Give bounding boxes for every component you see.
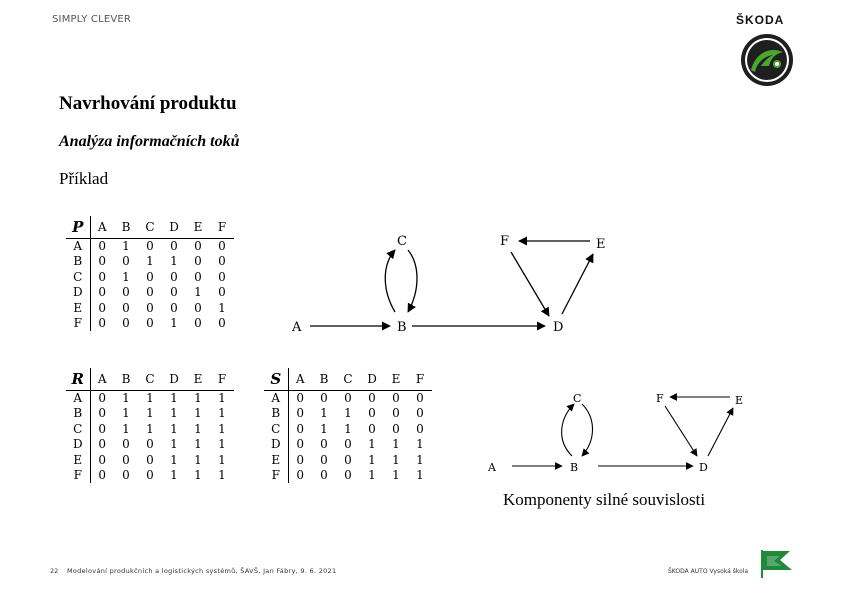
matrix-cell: 1 [170,316,178,331]
row-header: D [66,285,90,301]
matrix-cell: 0 [368,421,376,436]
matrix-cell: 1 [320,421,328,436]
scc-edge-c-b [582,404,593,456]
brand-wordmark: ŠKODA [736,13,785,27]
matrix-cell: 0 [194,316,202,331]
row-header: C [66,269,90,285]
matrix-cell: 0 [122,300,130,315]
matrix-cell: 0 [392,421,400,436]
graph-node-f: F [500,234,510,249]
matrix-cell: 0 [98,316,107,331]
matrix-cell: 1 [170,391,178,405]
matrix-cell: 1 [170,437,178,452]
matrix-cell: 0 [146,316,154,331]
matrix-cell: 0 [122,468,130,483]
matrix-cell: 1 [170,452,178,467]
row-header: A [66,238,90,254]
matrix-cell: 0 [146,239,154,253]
matrix-cell: 0 [296,437,305,452]
col-header: F [210,368,234,390]
matrix-cell: 1 [146,391,154,405]
matrix-cell: 0 [146,285,154,300]
matrix-cell: 0 [170,239,178,253]
scc-edge-f-d [665,406,697,456]
graph-node-d: D [553,320,564,335]
row-header: D [66,437,90,453]
scc-node-e: E [735,394,744,407]
matrix-cell: 0 [368,391,376,405]
edge-b-c [385,250,395,312]
matrix-cell: 0 [194,239,202,253]
matrix-cell: 1 [170,421,178,436]
matrix-cell: 0 [218,269,226,284]
col-header: C [138,368,162,390]
graph-node-b: B [397,320,407,335]
matrix-cell: 0 [98,300,107,315]
matrix-cell: 1 [170,254,178,269]
row-header: E [264,452,288,468]
matrix-cell: 1 [170,406,178,421]
scc-node-a: A [488,461,496,474]
information-flow-graph [291,234,606,335]
matrix-cell: 0 [368,406,376,421]
row-header: C [66,421,90,437]
scc-node-d: D [699,461,708,474]
matrix-cell: 1 [320,406,328,421]
footer-text: Modelování produkčních a logistických systémů, ŠAVŠ, Jan Fábry, 9. 6. 2021 [67,567,337,575]
matrix-cell: 0 [98,452,107,467]
example-label: Příklad [59,169,109,188]
col-header: F [210,216,234,238]
matrix-cell: 0 [344,452,352,467]
col-header: D [360,368,384,390]
matrix-cell: 0 [98,269,107,284]
scc-edge-d-e [708,408,733,456]
matrix-name: R [66,368,90,390]
matrix-cell: 1 [218,406,226,421]
slogan: SIMPLY CLEVER [52,14,132,25]
matrix-cell: 1 [194,452,202,467]
matrix-cell: 0 [146,269,154,284]
matrix-cell: 1 [218,437,226,452]
matrix-cell: 1 [416,437,424,452]
matrix-cell: 0 [344,391,352,405]
matrix-cell: 0 [218,239,226,253]
matrix-cell: 1 [218,300,226,315]
matrix-cell: 1 [218,421,226,436]
row-header: E [66,452,90,468]
matrix-cell: 0 [194,254,202,269]
matrix-cell: 1 [344,406,352,421]
matrix-cell: 1 [416,468,424,483]
graph-node-a: A [292,320,302,335]
page-subtitle: Analýza informačních toků [59,133,240,150]
matrix-cell: 1 [344,421,352,436]
col-header: E [384,368,408,390]
matrix-cell: 0 [146,452,154,467]
col-header: D [162,216,186,238]
matrix-cell: 0 [416,421,424,436]
matrix-cell: 0 [194,269,202,284]
matrix-cell: 0 [344,437,352,452]
row-header: C [264,421,288,437]
matrix-cell: 0 [146,437,154,452]
matrix-cell: 1 [194,468,202,483]
matrix-cell: 0 [98,437,107,452]
row-header: F [66,316,90,332]
matrix-cell: 1 [146,406,154,421]
matrix-cell: 0 [218,254,226,269]
matrix-cell: 1 [368,452,376,467]
matrix-cell: 0 [122,452,130,467]
scc-graph [487,392,743,474]
footer-brand: ŠKODA AUTO Vysoká škola [668,568,749,575]
matrix-cell: 0 [296,391,305,405]
col-header: E [186,368,210,390]
matrix-cell: 0 [218,316,226,331]
matrix-cell: 0 [122,254,130,269]
row-header: B [66,406,90,422]
matrix-cell: 0 [98,421,107,436]
scc-node-f: F [656,392,664,405]
matrix-cell: 0 [122,316,130,331]
matrix-cell: 1 [392,452,400,467]
matrix-cell: 0 [320,437,328,452]
matrix-cell: 1 [146,254,154,269]
scc-caption: Komponenty silné souvislosti [503,490,706,509]
matrix-cell: 1 [122,239,130,253]
matrix-cell: 1 [194,391,202,405]
matrix-cell: 0 [416,406,424,421]
matrix-cell: 0 [98,254,107,269]
edge-d-e [562,254,593,314]
col-header: B [312,368,336,390]
matrix-cell: 0 [98,406,107,421]
matrix-cell: 1 [122,269,130,284]
col-header: A [288,368,312,390]
matrix-cell: 1 [218,391,226,405]
matrix-cell: 0 [392,391,400,405]
scc-edge-b-c [562,404,574,456]
row-header: F [264,468,288,484]
graph-node-c: C [397,234,407,249]
col-header: A [90,368,114,390]
edge-f-d [511,252,549,316]
matrix-cell: 0 [98,468,107,483]
graph-node-e: E [596,237,606,252]
row-header: D [264,437,288,453]
matrix-cell: 0 [170,285,178,300]
matrix-cell: 1 [170,468,178,483]
matrix-cell: 0 [98,239,107,253]
matrix-cell: 0 [296,406,305,421]
col-header: C [336,368,360,390]
edge-c-b [408,250,417,312]
matrix-cell: 1 [218,468,226,483]
matrix-cell: 0 [194,300,202,315]
matrix-cell: 1 [122,421,130,436]
col-header: B [114,368,138,390]
matrix-cell: 1 [122,406,130,421]
matrix-cell: 1 [416,452,424,467]
matrix-cell: 0 [320,452,328,467]
matrix-cell: 0 [98,391,107,405]
row-header: A [66,390,90,406]
page-title: Navrhování produktu [59,93,237,114]
matrix-cell: 0 [170,269,178,284]
row-header: A [264,390,288,406]
matrix-cell: 0 [344,468,352,483]
matrix-cell: 1 [368,468,376,483]
row-header: B [264,406,288,422]
matrix-cell: 0 [170,300,178,315]
row-header: B [66,254,90,270]
matrix-name: S [264,368,288,390]
scc-node-c: C [573,392,582,405]
col-header: B [114,216,138,238]
matrix-cell: 0 [296,468,305,483]
matrix-cell: 0 [392,406,400,421]
matrix-cell: 1 [218,452,226,467]
matrix-cell: 1 [194,421,202,436]
matrix-cell: 0 [98,285,107,300]
col-header: E [186,216,210,238]
matrix-cell: 1 [194,437,202,452]
matrix-cell: 0 [122,285,130,300]
matrix-cell: 1 [392,468,400,483]
page-number: 22 [50,567,59,575]
matrix-cell: 1 [122,391,130,405]
col-header: D [162,368,186,390]
matrix-cell: 0 [146,300,154,315]
scc-node-b: B [570,461,579,474]
matrix-cell: 1 [194,285,202,300]
matrix-cell: 0 [218,285,226,300]
col-header: F [408,368,432,390]
matrix-cell: 1 [194,406,202,421]
matrix-name: P [66,216,90,238]
matrix-cell: 1 [392,437,400,452]
matrix-cell: 0 [296,421,305,436]
matrix-cell: 0 [320,468,328,483]
matrix-cell: 0 [296,452,305,467]
col-header: C [138,216,162,238]
matrix-cell: 0 [320,391,328,405]
matrix-cell: 0 [146,468,154,483]
row-header: E [66,300,90,316]
matrix-cell: 1 [146,421,154,436]
col-header: A [90,216,114,238]
school-flag-icon [760,548,796,580]
matrix-cell: 1 [368,437,376,452]
row-header: F [66,468,90,484]
matrix-cell: 0 [416,391,424,405]
matrix-cell: 0 [122,437,130,452]
